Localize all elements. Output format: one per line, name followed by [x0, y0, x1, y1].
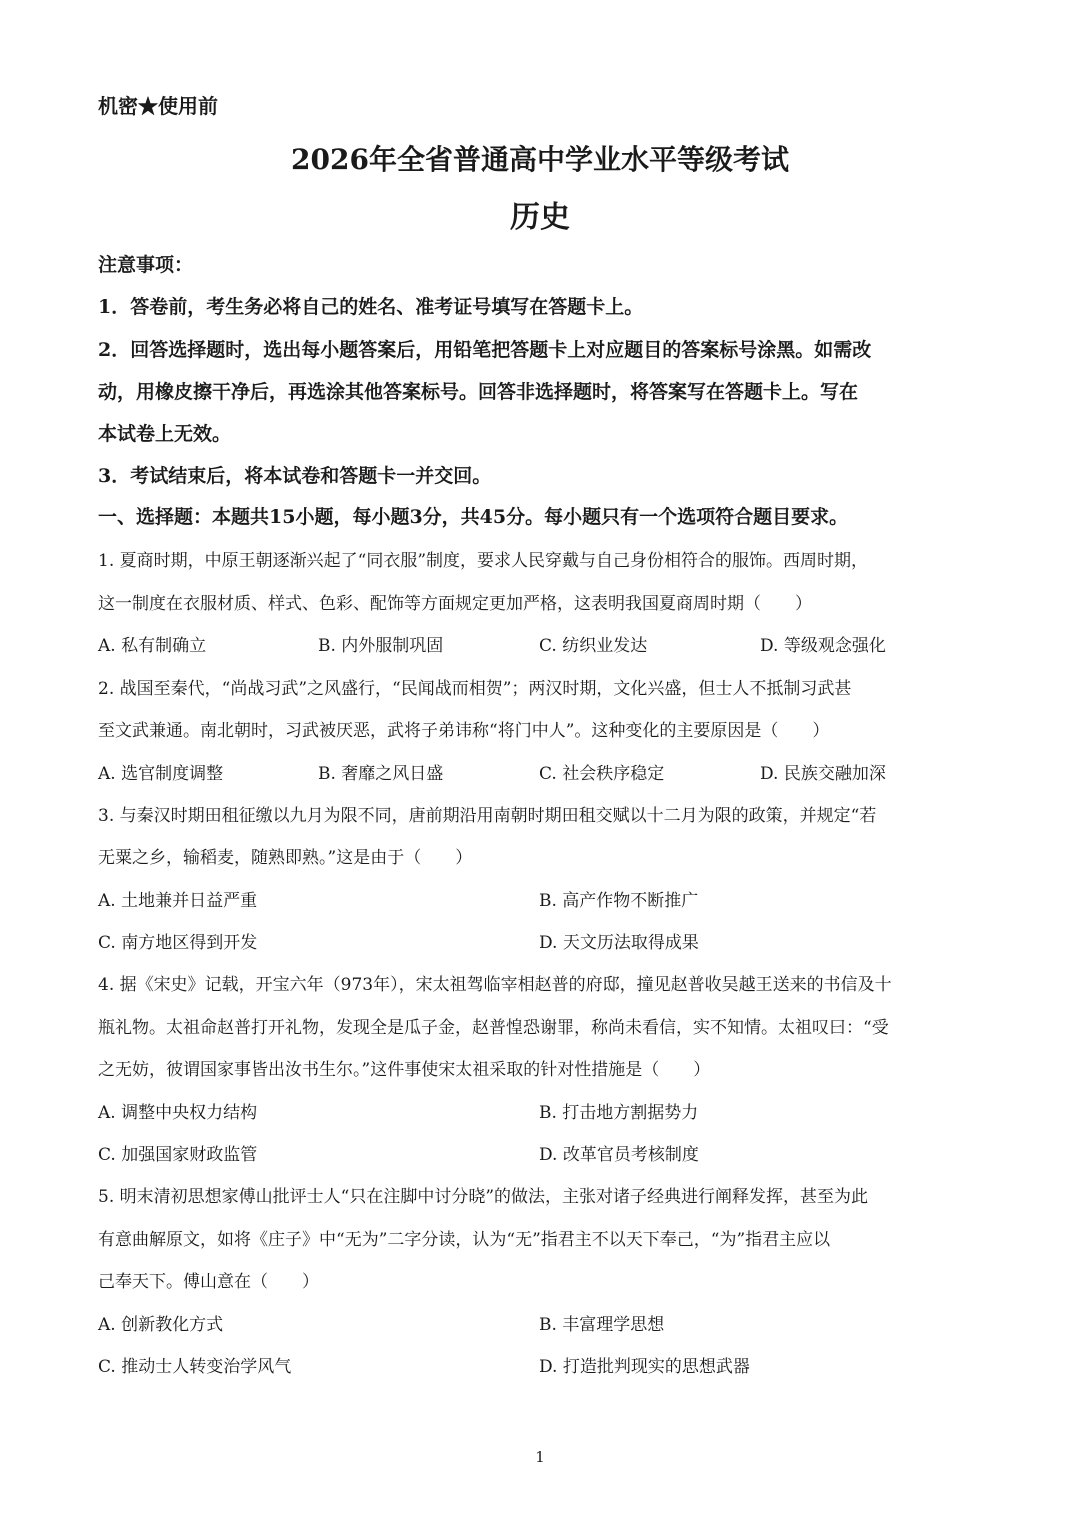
option-c: C. 推动士人转变治学风气: [98, 1357, 292, 1377]
question-text: 无粟之乡，输稻麦，随熟即熟。”这是由于（ ）: [98, 848, 473, 868]
question-text: 5. 明末清初思想家傅山批评士人“只在注脚中讨分晓”的做法，主张对诸子经典进行阐释发挥，甚至为此: [98, 1187, 869, 1207]
option-c: C. 南方地区得到开发: [98, 933, 258, 953]
question-text: 有意曲解原文，如将《庄子》中“无为”二字分读，认为“无”指君主不以天下奉己，“为”指君主应以: [98, 1230, 831, 1250]
question-text: 1. 夏商时期，中原王朝逐渐兴起了“同衣服”制度，要求人民穿戴与自己身份相符合的服饰。西周时期，: [98, 551, 869, 571]
question-text: 这一制度在衣服材质、样式、色彩、配饰等方面规定更加严格，这表明我国夏商周时期（ ）: [98, 594, 812, 614]
option-a: A. 选官制度调整: [98, 764, 224, 784]
note-line: 3．考试结束后，将本试卷和答题卡一并交回。: [98, 465, 492, 487]
note-line: 1．答卷前，考生务必将自己的姓名、准考证号填写在答题卡上。: [98, 296, 644, 318]
question-text: 3. 与秦汉时期田租征缴以九月为限不同，唐前期沿用南朝时期田租交赋以十二月为限的政策，并规定“若: [98, 806, 877, 826]
notes-heading: 注意事项：: [98, 254, 194, 276]
note-line: 动，用橡皮擦干净后，再选涂其他答案标号。回答非选择题时，将答案写在答题卡上。写在: [98, 381, 859, 403]
option-b: B. 内外服制巩固: [318, 636, 444, 656]
note-line: 本试卷上无效。: [98, 423, 232, 445]
option-d: D. 民族交融加深: [760, 764, 886, 784]
subject-title: 历史: [510, 200, 570, 235]
note-line: 2．回答选择题时，选出每小题答案后，用铅笔把答题卡上对应题目的答案标号涂黑。如需改: [98, 339, 872, 361]
option-b: B. 高产作物不断推广: [539, 891, 699, 911]
option-c: C. 纺织业发达: [539, 636, 648, 656]
option-d: D. 改革官员考核制度: [539, 1145, 699, 1165]
question-text: 2. 战国至秦代，“尚战习武”之风盛行，“民闻战而相贺”；两汉时期，文化兴盛，但士人不抵制习武甚: [98, 679, 852, 699]
section-heading: 一、选择题：本题共15小题，每小题3分，共45分。每小题只有一个选项符合题目要求。: [98, 506, 849, 528]
option-a: A. 调整中央权力结构: [98, 1103, 258, 1123]
exam-title: 2026年全省普通高中学业水平等级考试: [291, 143, 789, 176]
question-text: 瓶礼物。太祖命赵普打开礼物，发现全是瓜子金，赵普惶恐谢罪，称尚未看信，实不知情。太祖叹曰：“受: [98, 1018, 889, 1038]
option-a: A. 土地兼并日益严重: [98, 891, 258, 911]
question-text: 至文武兼通。南北朝时，习武被厌恶，武将子弟讳称“将门中人”。这种变化的主要原因是（ ）: [98, 721, 830, 741]
option-b: B. 奢靡之风日盛: [318, 764, 444, 784]
confidential-label: 机密★使用前: [98, 94, 218, 118]
option-c: C. 加强国家财政监管: [98, 1145, 258, 1165]
option-d: D. 打造批判现实的思想武器: [539, 1357, 750, 1377]
option-a: A. 私有制确立: [98, 636, 207, 656]
page-number: 1: [535, 1448, 545, 1466]
question-text: 之无妨，彼谓国家事皆出汝书生尔。”这件事使宋太祖采取的针对性措施是（ ）: [98, 1060, 711, 1080]
option-b: B. 丰富理学思想: [539, 1315, 665, 1335]
option-d: D. 等级观念强化: [760, 636, 886, 656]
option-c: C. 社会秩序稳定: [539, 764, 665, 784]
option-a: A. 创新教化方式: [98, 1315, 224, 1335]
question-text: 4. 据《宋史》记载，开宝六年（973年），宋太祖驾临宰相赵普的府邸，撞见赵普收吴越王送来的书信及十: [98, 975, 892, 995]
question-text: 己奉天下。傅山意在（ ）: [98, 1272, 319, 1292]
option-b: B. 打击地方割据势力: [539, 1103, 699, 1123]
option-d: D. 天文历法取得成果: [539, 933, 699, 953]
